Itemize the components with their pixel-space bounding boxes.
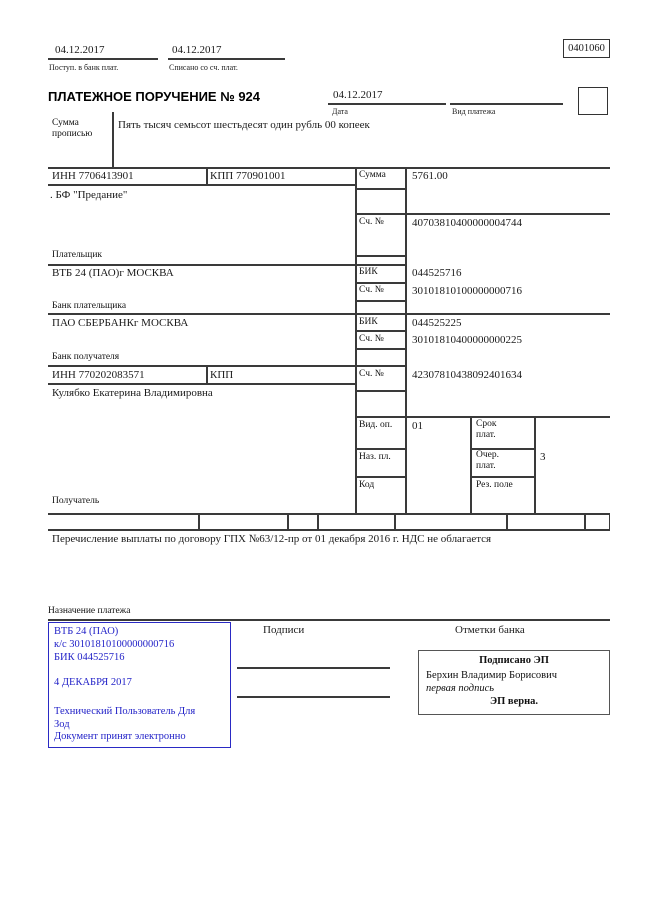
amount-words-divider <box>112 112 114 167</box>
signature-kind: первая подпись <box>426 683 495 694</box>
signatures-label: Подписи <box>263 624 305 636</box>
date-label: Дата <box>332 107 348 116</box>
strip-divider <box>287 513 289 529</box>
op-type-value: 01 <box>412 420 423 432</box>
payee-inn: ИНН 770202083571 <box>52 369 145 381</box>
payee-bank-label: Банк получателя <box>52 352 120 362</box>
payee-bank-account: 30101810400000000225 <box>412 334 522 346</box>
document-date: 04.12.2017 <box>333 89 383 101</box>
payee-account: 42307810438092401634 <box>412 369 522 381</box>
signature-line-2 <box>237 696 390 698</box>
inn-kpp-divider <box>206 167 208 184</box>
payer-bank-account: 30101810100000000716 <box>412 285 522 297</box>
reserve-field-label: Рез. поле <box>476 480 513 490</box>
strip-divider <box>506 513 508 529</box>
table-line <box>355 282 405 284</box>
amount-in-words-label: Сумма прописью <box>52 118 93 139</box>
document-title: ПЛАТЕЖНОЕ ПОРУЧЕНИЕ № 924 <box>48 89 261 104</box>
payer-bank-name: ВТБ 24 (ПАО)г МОСКВА <box>52 267 174 279</box>
payer-bank-bik-label: БИК <box>359 267 378 277</box>
table-line <box>355 390 405 392</box>
strip-divider <box>198 513 200 529</box>
table-line <box>355 348 405 350</box>
payer-inn: ИНН 7706413901 <box>52 170 134 182</box>
table-line <box>355 416 610 418</box>
payment-type-label: Вид платежа <box>452 107 496 116</box>
table-line <box>48 313 610 315</box>
sum-label: Сумма <box>359 170 386 180</box>
payer-account: 40703810400000004744 <box>412 217 522 229</box>
table-line <box>355 476 405 478</box>
stamp-operator-line1: Технический Пользователь Для <box>54 706 196 717</box>
payee-bank-account-label: Сч. № <box>359 334 384 344</box>
strip-divider <box>394 513 396 529</box>
amount-in-words: Пять тысяч семьсот шестьдесят один рубль 00 копеек <box>118 119 370 131</box>
pay-term-label: Срок плат. <box>476 419 497 440</box>
payment-type-underline <box>450 103 563 105</box>
stamp-date: 4 ДЕКАБРЯ 2017 <box>54 677 132 688</box>
table-line <box>470 476 534 478</box>
payee-bank-bik-label: БИК <box>359 317 378 327</box>
signer-name: Берхин Владимир Борисович <box>426 670 557 681</box>
stamp-bik: БИК 044525716 <box>54 652 125 663</box>
payer-bank-bik: 044525716 <box>412 267 462 279</box>
payee-kpp: КПП <box>210 369 234 381</box>
purpose-line <box>48 619 610 621</box>
table-line <box>355 188 405 190</box>
table-line <box>355 330 405 332</box>
table-line <box>48 529 610 531</box>
bank-marks-label: Отметки банка <box>455 624 525 636</box>
payee-bank-bik: 044525225 <box>412 317 462 329</box>
payer-label: Плательщик <box>52 250 103 260</box>
strip-divider <box>317 513 319 529</box>
payer-account-label: Сч. № <box>359 217 384 227</box>
pay-order-label: Очер. плат. <box>476 450 499 471</box>
payer-kpp: КПП 770901001 <box>210 170 286 182</box>
document-date-underline <box>328 103 446 105</box>
payer-name: . БФ "Предание" <box>50 189 128 201</box>
code-label: Код <box>359 480 375 490</box>
debited-date-label: Списано со сч. плат. <box>169 63 238 72</box>
ep-valid-label: ЭП верна. <box>489 696 538 707</box>
strip-divider <box>609 513 611 529</box>
signed-ep-label: Подписано ЭП <box>479 655 549 666</box>
table-line <box>48 264 405 266</box>
stamp-bank-name: ВТБ 24 (ПАО) <box>54 626 119 637</box>
payee-label: Получатель <box>52 496 100 506</box>
inn-kpp-divider <box>206 365 208 383</box>
signature-line-1 <box>237 667 390 669</box>
received-date: 04.12.2017 <box>55 44 105 56</box>
payee-bank-name: ПАО СБЕРБАНКг МОСКВА <box>52 317 189 329</box>
received-date-underline <box>48 58 158 60</box>
form-code: 0401060 <box>568 43 605 54</box>
table-line <box>48 383 355 385</box>
payer-bank-account-label: Сч. № <box>359 285 384 295</box>
strip-divider <box>584 513 586 529</box>
stamp-operator-line2: Зод <box>54 719 70 730</box>
op-type-label: Вид. оп. <box>359 420 393 430</box>
payee-account-label: Сч. № <box>359 369 384 379</box>
purpose-label: Назначение платежа <box>48 606 131 616</box>
stamp-corr-account: к/с 30101810100000000716 <box>54 639 175 650</box>
table-line <box>48 513 610 515</box>
received-date-label: Поступ. в банк плат. <box>49 63 119 72</box>
table-line <box>48 184 355 186</box>
value-column-divider <box>405 167 407 513</box>
stamp-accepted: Документ принят электронно <box>54 731 186 742</box>
bank-electronic-stamp <box>48 622 231 748</box>
purpose-text: Перечисление выплаты по договору ГПХ №63/12-пр от 01 декабря 2016 г. НДС не облагается <box>52 533 492 545</box>
form-code-box <box>563 39 610 58</box>
table-line <box>355 255 405 257</box>
table-line <box>48 365 405 367</box>
pay-purpose-label: Наз. пл. <box>359 452 391 462</box>
pay-order-value: 3 <box>540 451 546 463</box>
payer-bank-label: Банк плательщика <box>52 301 127 311</box>
subtable-divider <box>534 416 536 513</box>
sum-value: 5761.00 <box>412 170 448 182</box>
table-line <box>355 213 610 215</box>
table-line <box>355 448 405 450</box>
subtable-divider <box>470 416 472 513</box>
debited-date: 04.12.2017 <box>172 44 222 56</box>
table-line <box>48 167 610 169</box>
label-column-divider <box>355 167 357 513</box>
debited-date-underline <box>168 58 285 60</box>
payee-name: Кулябко Екатерина Владимировна <box>52 387 213 399</box>
electronic-signature-stamp <box>418 650 610 715</box>
table-line <box>355 300 405 302</box>
payment-type-box <box>578 87 608 115</box>
